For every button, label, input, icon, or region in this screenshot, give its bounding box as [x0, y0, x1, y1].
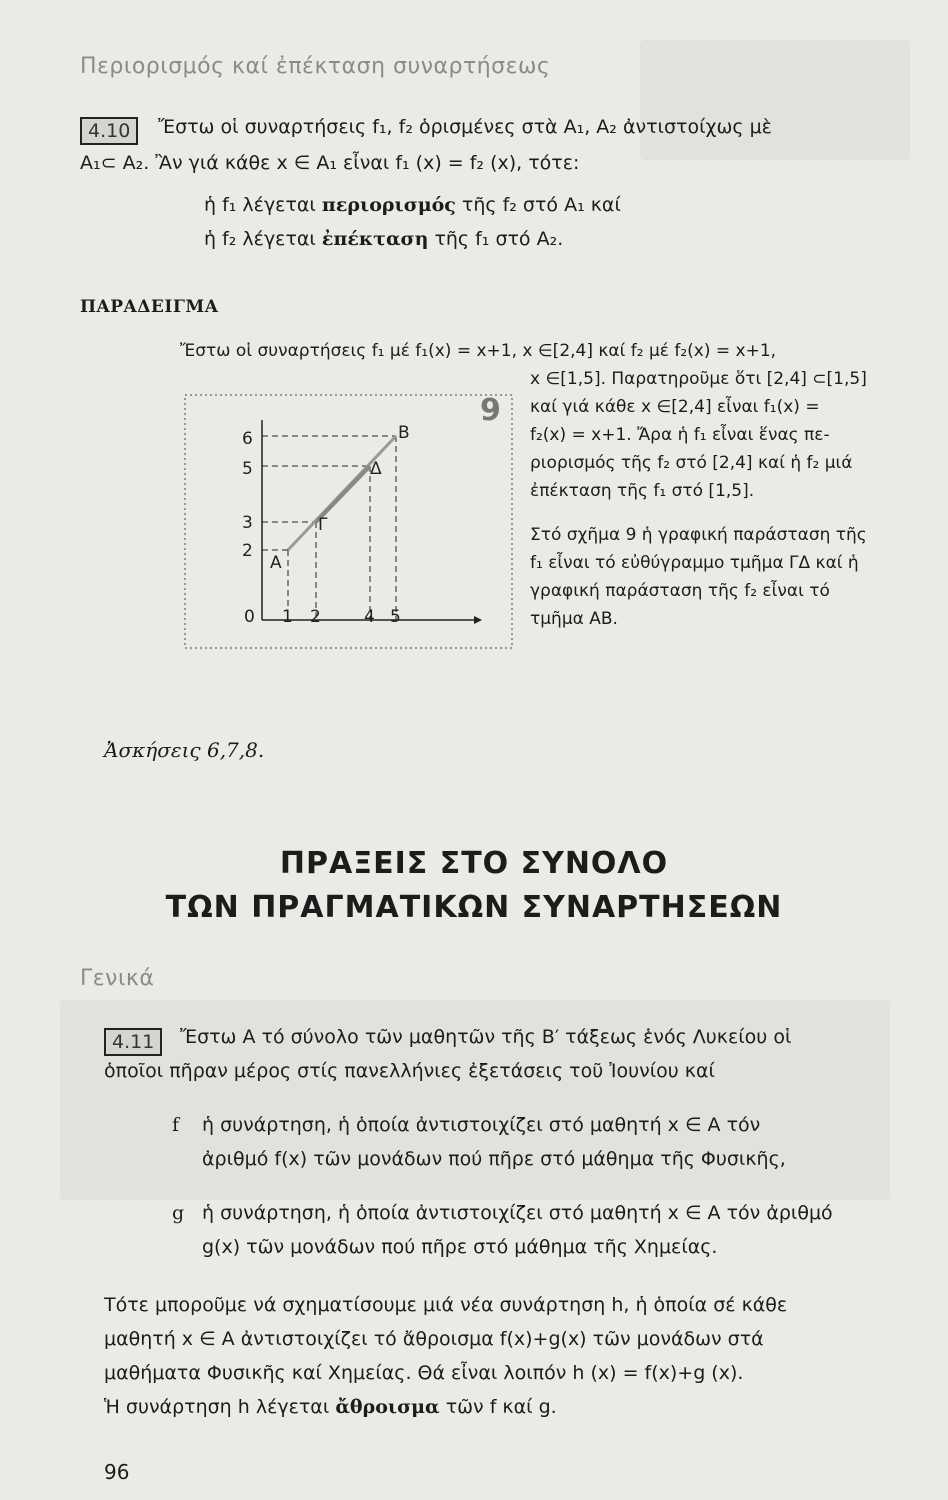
definition-line: A₁⊂ A₂. Ἂν γιά κάθε x ∈ A₁ εἶναι f₁ (x) = f₂ (x), τότε:: [80, 152, 580, 174]
segment-gd: [316, 466, 370, 522]
bold-term: περιορισμός: [321, 194, 456, 216]
definition-number: 4.10: [80, 117, 138, 145]
figure-frame: [185, 395, 512, 648]
figure-caption-line: τμῆμα AB.: [530, 609, 618, 629]
example-line: ἐπέκταση τῆς f₁ στό [1,5].: [530, 481, 755, 501]
x-tick-label: 5: [390, 607, 401, 627]
definition-line: ἡ συνάρτηση, ἡ ὁποία ἀντιστοιχίζει στό μαθητή x ∈ A τόν ἀριθμό: [202, 1202, 833, 1224]
figure-caption-line: Στό σχῆμα 9 ἡ γραφική παράσταση τῆς: [530, 525, 867, 545]
figure-9-graph: [184, 394, 514, 650]
example-line: f₂(x) = x+1. Ἄρα ἡ f₁ εἶναι ἕνας πε-: [530, 425, 830, 445]
chapter-title-line-1: ΠΡΑΞΕΙΣ ΣΤΟ ΣΥΝΟΛΟ: [279, 846, 669, 881]
chapter-title-line-2: ΤΩΝ ΠΡΑΓΜΑΤΙΚΩΝ ΣΥΝΑΡΤΗΣΕΩΝ: [165, 890, 783, 925]
paragraph-line: μαθήματα Φυσικῆς καί Χημείας. Θά εἶναι λοιπόν h (x) = f(x)+g (x).: [104, 1362, 744, 1384]
x-tick-label: 2: [310, 607, 321, 627]
point-label-d: Δ: [370, 459, 382, 479]
exercises-reference: Ἀσκήσεις 6,7,8.: [104, 738, 265, 762]
general-section-title: Γενικά: [80, 966, 155, 991]
page-number: 96: [104, 1460, 130, 1484]
y-tick-label: 5: [242, 459, 253, 479]
definition-line: Ἔστω A τό σύνολο τῶν μαθητῶν τῆς B′ τάξεως ἑνός Λυκείου οἱ: [180, 1026, 792, 1048]
definition-number-box: [80, 117, 138, 145]
definition-number-box: [104, 1028, 162, 1056]
point-label-g: Γ: [318, 515, 328, 535]
definition-line: ἡ συνάρτηση, ἡ ὁποία ἀντιστοιχίζει στό μαθητή x ∈ A τόν: [202, 1114, 761, 1136]
function-label-g: g: [172, 1202, 185, 1224]
text-fragment: τῆς f₁ στό A₂.: [434, 228, 564, 250]
point-label-a: A: [270, 553, 282, 573]
text-fragment: Ἡ συνάρτηση h λέγεται: [104, 1396, 330, 1418]
bleed-through-shade: [640, 40, 910, 160]
point-label-b: B: [398, 423, 410, 443]
figure-9: [184, 394, 514, 650]
section-title: Περιορισμός καί ἐπέκταση συναρτήσεως: [80, 54, 551, 79]
y-tick-label: 6: [242, 429, 253, 449]
definition-term-line: [204, 224, 563, 254]
example-line: Ἔστω οἱ συναρτήσεις f₁ μέ f₁(x) = x+1, x ∈[2,4] καί f₂ μέ f₂(x) = x+1,: [180, 341, 777, 361]
text-fragment: ἡ f₁ λέγεται: [204, 194, 316, 216]
figure-caption-line: f₁ εἶναι τό εὐθύγραμμο τμῆμα ΓΔ καί ἡ: [530, 553, 859, 573]
x-tick-label: 1: [282, 607, 293, 627]
paragraph-line: Τότε μποροῦμε νά σχηματίσουμε μιά νέα συνάρτηση h, ἡ ὁποία σέ κάθε: [104, 1294, 788, 1316]
definition-number: 4.11: [104, 1028, 162, 1056]
definition-line: ἀριθμό f(x) τῶν μονάδων πού πῆρε στό μάθημα τῆς Φυσικῆς,: [202, 1148, 786, 1170]
figure-caption-line: γραφική παράσταση τῆς f₂ εἶναι τό: [530, 581, 830, 601]
example-line: x ∈[1,5]. Παρατηροῦμε ὅτι [2,4] ⊂[1,5]: [530, 369, 867, 389]
y-tick-label: 3: [242, 513, 253, 533]
figure-number: 9: [480, 394, 501, 428]
text-fragment: τῆς f₂ στό A₁ καί: [461, 194, 621, 216]
function-label-f: f: [172, 1114, 180, 1136]
definition-line: ὁποῖοι πῆραν μέρος στίς πανελλήνιες ἐξετάσεις τοῦ Ἰουνίου καί: [104, 1060, 715, 1082]
bold-term: ἐπέκταση: [321, 228, 429, 250]
example-line: καί γιά κάθε x ∈[2,4] εἶναι f₁(x) =: [530, 397, 820, 417]
paragraph-line: [104, 1392, 557, 1422]
example-heading: ΠΑΡΑΔΕΙΓΜΑ: [80, 297, 219, 317]
y-tick-label: 2: [242, 541, 253, 561]
text-fragment: τῶν f καί g.: [445, 1396, 557, 1418]
example-line: ριορισμός τῆς f₂ στό [2,4] καί ἡ f₂ μιά: [530, 453, 853, 473]
text-fragment: ἡ f₂ λέγεται: [204, 228, 316, 250]
bold-term: ἄθροισμα: [335, 1396, 440, 1418]
x-tick-label: 4: [364, 607, 375, 627]
origin-label: 0: [244, 607, 255, 627]
definition-line: Ἔστω οἱ συναρτήσεις f₁, f₂ ὁρισμένες στὰ A₁, A₂ ἀντιστοίχως μὲ: [158, 116, 772, 138]
definition-line: g(x) τῶν μονάδων πού πῆρε στό μάθημα τῆς Χημείας.: [202, 1236, 718, 1258]
definition-term-line: [204, 190, 621, 220]
paragraph-line: μαθητή x ∈ A ἀντιστοιχίζει τό ἄθροισμα f(x)+g(x) τῶν μονάδων στά: [104, 1328, 764, 1350]
x-axis-arrow: [474, 616, 482, 624]
